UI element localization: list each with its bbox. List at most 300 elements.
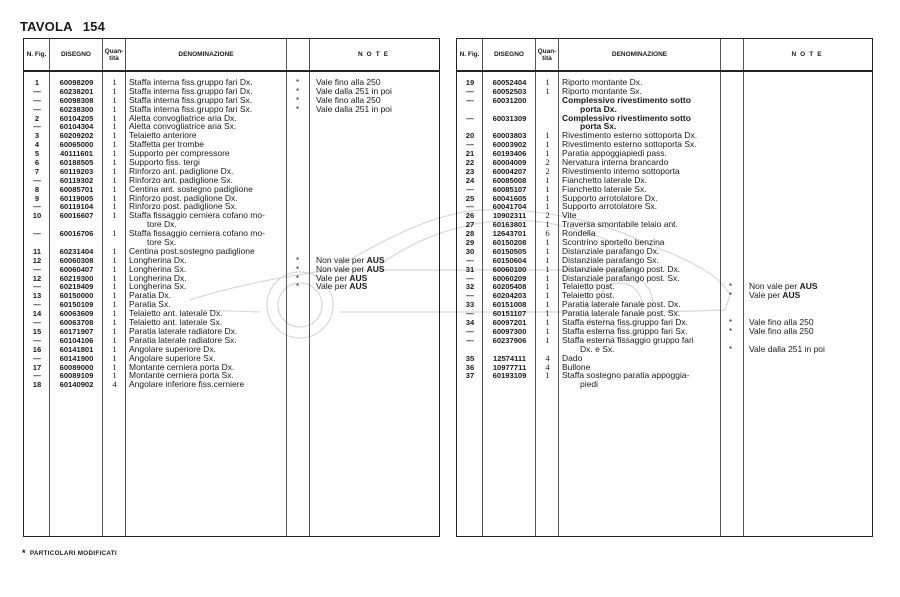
fig-number: 30 bbox=[465, 246, 475, 256]
description: Paratia laterale radiatore Sx. bbox=[129, 334, 237, 345]
table-row bbox=[24, 309, 439, 318]
description: Aletta convogliatrice aria Sx. bbox=[129, 121, 237, 132]
description: Distanziale parafango post. Dx. bbox=[562, 263, 681, 274]
part-number: 60016706 bbox=[59, 229, 94, 239]
part-number: 60193406 bbox=[492, 149, 527, 159]
description: Staffa esterna fiss.gruppo fari Dx. bbox=[562, 317, 688, 328]
parts-table-right bbox=[456, 38, 873, 537]
parts-table-left bbox=[23, 38, 440, 537]
table-row bbox=[457, 114, 872, 123]
fig-number: — bbox=[466, 335, 474, 345]
part-number: 60237906 bbox=[492, 335, 527, 345]
description: Complessivo rivestimento sotto bbox=[562, 112, 691, 123]
fig-number: — bbox=[33, 95, 41, 105]
description: Complessivo rivestimento sotto bbox=[562, 94, 691, 105]
quantity: 1 bbox=[545, 308, 550, 319]
quantity: 1 bbox=[112, 317, 117, 328]
quantity: 1 bbox=[112, 334, 117, 345]
quantity: 1 bbox=[545, 148, 550, 159]
description: Rinforzo ant. padiglione Dx. bbox=[129, 165, 234, 176]
note bbox=[749, 345, 869, 354]
quantity: 1 bbox=[545, 192, 550, 203]
quantity: 1 bbox=[545, 272, 550, 283]
page-title bbox=[20, 19, 105, 34]
quantity: 1 bbox=[545, 201, 550, 212]
note-market: AUS bbox=[349, 281, 368, 292]
description: Staffa interna fiss.gruppo fari Sx. bbox=[129, 103, 253, 114]
part-number: 60104106 bbox=[59, 335, 94, 345]
quantity: 1 bbox=[545, 290, 550, 301]
description: porta Sx. bbox=[580, 121, 617, 132]
description: Paratia Dx. bbox=[129, 290, 172, 301]
description: Nervatura interna brancardo bbox=[562, 157, 669, 168]
description: Staffa esterna fiss.gruppo fari Sx. bbox=[562, 325, 688, 336]
part-number: 60140902 bbox=[59, 380, 94, 390]
quantity: 2 bbox=[545, 165, 550, 176]
part-number: 60204203 bbox=[492, 291, 527, 301]
part-number: 60141801 bbox=[59, 344, 94, 354]
quantity: 1 bbox=[112, 77, 117, 87]
fig-number: — bbox=[33, 371, 41, 381]
fig-number: 34 bbox=[465, 318, 475, 328]
quantity: 1 bbox=[112, 85, 117, 96]
part-number: 60238300 bbox=[59, 104, 94, 114]
header-note: NOTE bbox=[791, 51, 826, 58]
quantity: 1 bbox=[112, 174, 117, 185]
fig-number: 37 bbox=[465, 371, 475, 381]
part-number: 60052404 bbox=[492, 78, 527, 87]
quantity: 1 bbox=[112, 148, 117, 159]
fig-number: 5 bbox=[34, 149, 40, 159]
fig-number: — bbox=[466, 309, 474, 319]
description: Traversa smontabile telaio ant. bbox=[562, 219, 678, 230]
fig-number: — bbox=[33, 300, 41, 310]
asterisk-icon: * bbox=[22, 548, 26, 558]
quantity: 1 bbox=[112, 254, 117, 265]
description: Centina ant. sostegno padiglione bbox=[129, 183, 253, 194]
note-text: Vale dalla 251 in poi bbox=[316, 103, 392, 114]
description: Staffa esterna fissaggio gruppo fari bbox=[562, 334, 694, 345]
header-quantita: Quan- tità bbox=[537, 47, 557, 62]
note-market: AUS bbox=[366, 263, 385, 274]
part-number: 60041605 bbox=[492, 193, 527, 203]
quantity: 1 bbox=[112, 139, 117, 150]
note-text: Non vale per bbox=[316, 263, 365, 274]
table-row bbox=[457, 96, 872, 105]
modified-marker: * bbox=[295, 255, 300, 265]
modified-marker: * bbox=[295, 95, 300, 105]
table-row bbox=[24, 122, 439, 131]
part-number: 60089000 bbox=[59, 362, 94, 372]
header-denominazione: DENOMINAZIONE bbox=[611, 51, 668, 58]
description: Distanziale parafango Sx. bbox=[562, 254, 659, 265]
quantity: 1 bbox=[112, 272, 117, 283]
description: Rivestimento esterno sottoporta Sx. bbox=[562, 139, 697, 150]
part-number: 60060209 bbox=[492, 273, 527, 283]
description: Bullone bbox=[562, 361, 591, 372]
fig-number: 25 bbox=[465, 193, 475, 203]
footnote-text: PARTICOLARI MODIFICATI bbox=[29, 550, 117, 557]
quantity: 1 bbox=[112, 103, 117, 114]
fig-number: 26 bbox=[465, 211, 475, 221]
part-number: 60085107 bbox=[492, 184, 527, 194]
table-row bbox=[24, 291, 439, 300]
quantity: 1 bbox=[112, 201, 117, 212]
description: Fianchetto laterale Dx. bbox=[562, 174, 648, 185]
part-number: 60031200 bbox=[492, 95, 527, 105]
fig-number: — bbox=[33, 229, 41, 239]
quantity: 2 bbox=[545, 157, 550, 168]
fig-number: — bbox=[33, 175, 41, 185]
table-body bbox=[24, 78, 439, 389]
table-row bbox=[457, 371, 872, 380]
description: Staffa fissaggio cerniera cofano mo- bbox=[129, 228, 265, 239]
fig-number: 11 bbox=[32, 246, 42, 256]
fig-number: — bbox=[33, 104, 41, 114]
header-note: NOTE bbox=[357, 51, 393, 58]
table-row bbox=[457, 194, 872, 203]
part-number: 60060407 bbox=[59, 264, 94, 274]
note-market: AUS bbox=[799, 281, 818, 292]
fig-number: — bbox=[466, 202, 474, 212]
description: Rivestimento interno sottoporta bbox=[562, 165, 680, 176]
quantity: 1 bbox=[545, 281, 550, 292]
description: tore Dx. bbox=[147, 219, 177, 230]
description: Supporto fiss. tergi bbox=[129, 157, 200, 168]
header-quantita: Quan- tità bbox=[104, 47, 124, 62]
modified-marker: * bbox=[295, 78, 300, 87]
description: Supporto arrotolatore Dx. bbox=[562, 192, 658, 203]
table-row bbox=[24, 300, 439, 309]
fig-number: — bbox=[33, 335, 41, 345]
part-number: 60031309 bbox=[492, 113, 527, 123]
description: Longherina Sx. bbox=[129, 281, 187, 292]
fig-number: 19 bbox=[465, 78, 475, 87]
description: Staffa interna fiss.gruppo fari Sx. bbox=[129, 94, 253, 105]
description: Riporto montante Dx. bbox=[562, 77, 643, 87]
description: Supporto per compressore bbox=[129, 148, 230, 159]
description: Angolare superiore Sx. bbox=[129, 352, 216, 363]
quantity: 1 bbox=[112, 370, 117, 381]
fig-number: 32 bbox=[465, 282, 475, 292]
part-number: 60060308 bbox=[59, 255, 94, 265]
quantity: 1 bbox=[112, 361, 117, 372]
part-number: 60150000 bbox=[59, 291, 94, 301]
modified-marker: * bbox=[728, 326, 733, 336]
fig-number: 4 bbox=[34, 140, 40, 150]
description: Distanziale parafango post. Sx. bbox=[562, 272, 680, 283]
quantity: 1 bbox=[545, 299, 550, 310]
description: Staffetta per trombe bbox=[129, 139, 204, 150]
table-row bbox=[457, 354, 872, 363]
fig-number: — bbox=[466, 86, 474, 96]
fig-number: 20 bbox=[465, 131, 475, 141]
page-title-label: TAVOLA bbox=[20, 19, 73, 34]
fig-number: — bbox=[33, 86, 41, 96]
description: Telaietto post. bbox=[562, 281, 615, 292]
modified-marker: * bbox=[295, 86, 300, 96]
quantity: 1 bbox=[545, 263, 550, 274]
description: Rondella bbox=[562, 228, 596, 239]
fig-number: — bbox=[466, 95, 474, 105]
table-row bbox=[24, 265, 439, 274]
fig-number: 29 bbox=[465, 238, 475, 248]
quantity: 1 bbox=[112, 94, 117, 105]
note-text: Vale fino alla 250 bbox=[749, 325, 814, 336]
quantity: 4 bbox=[112, 379, 117, 390]
quantity: 1 bbox=[112, 325, 117, 336]
fig-number: 36 bbox=[465, 362, 475, 372]
quantity: 1 bbox=[112, 299, 117, 310]
part-number: 60119005 bbox=[59, 193, 94, 203]
modified-marker: * bbox=[295, 273, 300, 283]
quantity: 1 bbox=[545, 183, 550, 194]
part-number: 60041704 bbox=[492, 202, 527, 212]
fig-number: — bbox=[466, 113, 474, 123]
description: Longherina Dx. bbox=[129, 272, 187, 283]
quantity: 1 bbox=[545, 77, 550, 87]
note-text: Vale dalla 251 in poi bbox=[749, 343, 825, 354]
part-number: 60089109 bbox=[59, 371, 94, 381]
description: porta Dx. bbox=[580, 103, 617, 114]
quantity: 4 bbox=[545, 352, 550, 363]
modified-marker: * bbox=[295, 104, 300, 114]
quantity: 6 bbox=[545, 228, 550, 239]
quantity: 1 bbox=[112, 112, 117, 123]
part-number: 60097201 bbox=[492, 318, 527, 328]
fig-number: 31 bbox=[465, 264, 475, 274]
quantity: 1 bbox=[545, 334, 550, 345]
part-number: 60193109 bbox=[492, 371, 527, 381]
description: Vite bbox=[562, 210, 577, 221]
part-number: 60085701 bbox=[59, 184, 94, 194]
fig-number: 12 bbox=[32, 273, 42, 283]
table-row bbox=[24, 336, 439, 345]
header-disegno: DISEGNO bbox=[494, 51, 524, 58]
description: Paratia laterale radiatore Dx. bbox=[129, 325, 238, 336]
part-number: 60104304 bbox=[59, 122, 94, 132]
note bbox=[749, 327, 869, 336]
modified-marker: * bbox=[728, 282, 733, 292]
part-number: 60063609 bbox=[59, 309, 94, 319]
part-number: 60016607 bbox=[59, 211, 94, 221]
fig-number: — bbox=[33, 353, 41, 363]
page-number: 154 bbox=[82, 19, 106, 34]
modified-marker: * bbox=[728, 291, 733, 301]
note bbox=[316, 105, 436, 114]
fig-number: 9 bbox=[34, 193, 40, 203]
description: Paratia Sx. bbox=[129, 299, 171, 310]
quantity: 1 bbox=[112, 157, 117, 168]
part-number: 60085008 bbox=[492, 175, 527, 185]
fig-number: 17 bbox=[32, 362, 42, 372]
note bbox=[749, 291, 869, 300]
note-market: AUS bbox=[782, 290, 801, 301]
part-number: 60052503 bbox=[492, 86, 527, 96]
description: Paratia laterale fanale post. Sx. bbox=[562, 308, 681, 319]
table-row bbox=[24, 211, 439, 220]
quantity: 1 bbox=[545, 219, 550, 230]
part-number: 60119302 bbox=[59, 175, 94, 185]
quantity: 1 bbox=[545, 370, 550, 381]
fig-number: 33 bbox=[465, 300, 475, 310]
note-text: Vale per bbox=[316, 281, 348, 292]
quantity: 1 bbox=[112, 245, 117, 256]
description: Montante cerniera porta Sx. bbox=[129, 370, 234, 381]
quantity: 1 bbox=[112, 121, 117, 132]
fig-number: — bbox=[466, 184, 474, 194]
quantity: 1 bbox=[112, 210, 117, 221]
note-market: AUS bbox=[349, 272, 368, 283]
table-row bbox=[457, 185, 872, 194]
fig-number: — bbox=[33, 318, 41, 328]
description: Distanziale parafango Dx. bbox=[562, 245, 660, 256]
part-number: 60060100 bbox=[492, 264, 527, 274]
part-number: 60151008 bbox=[492, 300, 527, 310]
part-number: 60150604 bbox=[492, 255, 527, 265]
quantity: 1 bbox=[112, 290, 117, 301]
modified-marker: * bbox=[728, 318, 733, 328]
fig-number: — bbox=[466, 140, 474, 150]
part-number: 60141900 bbox=[59, 353, 94, 363]
part-number: 60003803 bbox=[492, 131, 527, 141]
header-denominazione: DENOMINAZIONE bbox=[178, 51, 234, 58]
quantity: 4 bbox=[545, 361, 550, 372]
quantity: 1 bbox=[545, 254, 550, 265]
modified-marker: * bbox=[728, 344, 733, 354]
fig-number: 12 bbox=[32, 255, 42, 265]
description: Riporto montante Sx. bbox=[562, 85, 642, 96]
quantity: 1 bbox=[112, 228, 117, 239]
fig-number: — bbox=[466, 273, 474, 283]
description: Angolare superiore Dx. bbox=[129, 343, 216, 354]
quantity: 1 bbox=[545, 237, 550, 248]
description: Staffa interna fiss.gruppo fari Dx. bbox=[129, 77, 253, 87]
part-number: 60004009 bbox=[492, 158, 527, 168]
part-number: 60004207 bbox=[492, 166, 527, 176]
note-text: Vale fino alla 250 bbox=[316, 77, 381, 87]
quantity: 1 bbox=[545, 85, 550, 96]
note-text: Non vale per bbox=[749, 281, 798, 292]
quantity: 1 bbox=[112, 183, 117, 194]
description: Rinforzo post. padiglione Dx. bbox=[129, 192, 238, 203]
description: Dado bbox=[562, 352, 583, 363]
quantity: 1 bbox=[545, 325, 550, 336]
description: Telaietto ant. laterale Sx. bbox=[129, 317, 223, 328]
fig-number: 22 bbox=[465, 158, 475, 168]
table-row bbox=[457, 78, 872, 87]
fig-number: — bbox=[466, 291, 474, 301]
part-number: 60163801 bbox=[492, 220, 527, 230]
part-number: 60097300 bbox=[492, 326, 527, 336]
description: Dx. e Sx. bbox=[580, 343, 615, 354]
description: Rivestimento esterno sottoporta Dx. bbox=[562, 130, 698, 141]
part-number: 60003902 bbox=[492, 140, 527, 150]
part-number: 60209202 bbox=[59, 131, 94, 141]
part-number: 60150505 bbox=[492, 246, 527, 256]
fig-number: 14 bbox=[32, 309, 42, 319]
part-number: 60188505 bbox=[59, 158, 94, 168]
header-fig: N. Fig. bbox=[459, 51, 480, 58]
fig-number: 10 bbox=[32, 211, 42, 221]
quantity: 1 bbox=[545, 245, 550, 256]
description: Fianchetto laterale Sx. bbox=[562, 183, 647, 194]
part-number: 12574111 bbox=[493, 353, 526, 363]
table-row bbox=[457, 282, 872, 291]
quantity: 1 bbox=[112, 352, 117, 363]
part-number: 60238201 bbox=[59, 86, 94, 96]
modified-marker: * bbox=[295, 282, 300, 292]
note-market: AUS bbox=[366, 254, 385, 265]
fig-number: 6 bbox=[34, 158, 40, 168]
table-row bbox=[457, 167, 872, 176]
table-row bbox=[457, 220, 872, 229]
note-text: Vale fino alla 250 bbox=[316, 94, 381, 105]
fig-number: 7 bbox=[34, 166, 40, 176]
part-number: 60171907 bbox=[59, 326, 94, 336]
description: Paratia laterale fanale post. Dx. bbox=[562, 299, 681, 310]
part-number: 60231404 bbox=[59, 246, 94, 256]
footnote bbox=[22, 548, 117, 558]
fig-number: 21 bbox=[465, 149, 475, 159]
description: tore Sx. bbox=[147, 237, 177, 248]
description: Montante cerniera porta Dx. bbox=[129, 361, 235, 372]
quantity: 1 bbox=[112, 308, 117, 319]
description: Telaietto anteriore bbox=[129, 130, 197, 141]
description: Staffa sostegno paratia appoggia- bbox=[562, 370, 690, 381]
fig-number: 24 bbox=[465, 175, 475, 185]
description: Centina post.sostegno padiglione bbox=[129, 245, 255, 256]
fig-number: 8 bbox=[34, 184, 40, 194]
description: Paratia appoggiapiedi pass. bbox=[562, 148, 667, 159]
quantity: 1 bbox=[112, 192, 117, 203]
fig-number: — bbox=[466, 255, 474, 265]
quantity: 1 bbox=[545, 130, 550, 141]
part-number: 60219300 bbox=[59, 273, 94, 283]
table-row bbox=[457, 345, 872, 354]
description: Staffa interna fiss.gruppo fari Dx. bbox=[129, 85, 253, 96]
fig-number: 1 bbox=[34, 78, 40, 87]
part-number: 10977711 bbox=[492, 362, 527, 372]
quantity: 1 bbox=[545, 174, 550, 185]
fig-number: — bbox=[33, 122, 41, 132]
table-row bbox=[24, 345, 439, 354]
part-number: 60119203 bbox=[59, 166, 94, 176]
description: Aletta convogliatrice aria Dx. bbox=[129, 112, 237, 123]
quantity: 1 bbox=[545, 139, 550, 150]
header-disegno: DISEGNO bbox=[61, 51, 91, 58]
fig-number: 13 bbox=[32, 291, 42, 301]
table-row bbox=[24, 131, 439, 140]
quantity: 2 bbox=[545, 210, 550, 221]
quantity: 1 bbox=[112, 263, 117, 274]
description: Telaietto ant. laterale Dx. bbox=[129, 308, 223, 319]
table-row bbox=[24, 140, 439, 149]
part-number: 60219409 bbox=[59, 282, 94, 292]
fig-number: — bbox=[33, 282, 41, 292]
fig-number: — bbox=[33, 202, 41, 212]
fig-number: 18 bbox=[32, 380, 42, 390]
fig-number: 35 bbox=[465, 353, 475, 363]
part-number: 40111601 bbox=[60, 149, 93, 159]
description: Scontrino sportello benzina bbox=[562, 237, 665, 248]
header-divider bbox=[457, 70, 872, 72]
part-number: 60098209 bbox=[59, 78, 94, 87]
quantity: 1 bbox=[112, 165, 117, 176]
fig-number: 28 bbox=[465, 229, 475, 239]
description: Rinforzo post. padiglione Sx. bbox=[129, 201, 238, 212]
description: Staffa fissaggio cerniera cofano mo- bbox=[129, 210, 265, 221]
